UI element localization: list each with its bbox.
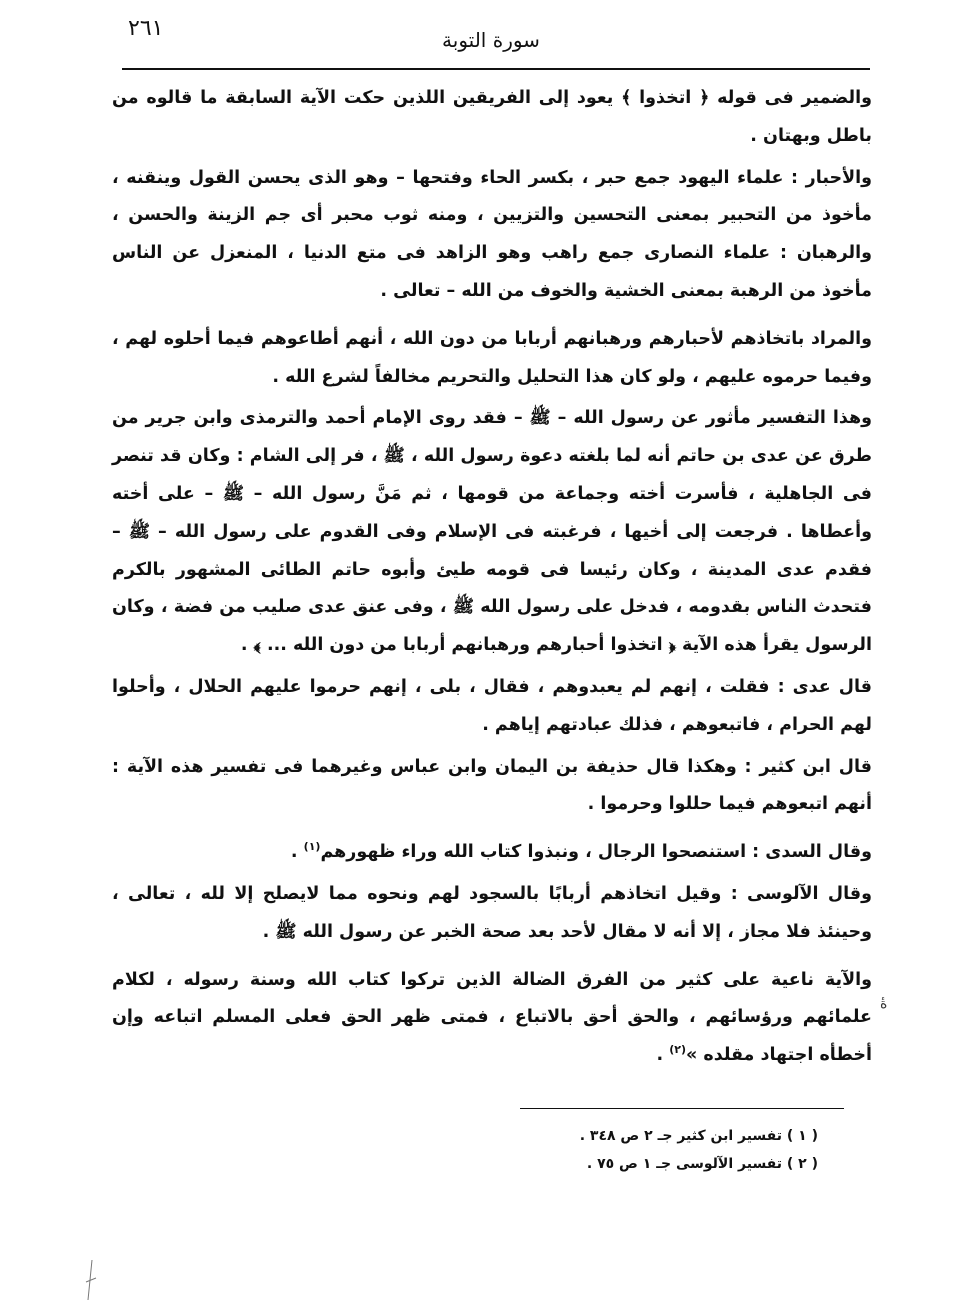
surah-title: سورة التوبة [442, 28, 540, 52]
footnote-1: ( ١ ) تفسير ابن كثير جـ ٢ ص ٣٤٨ . [579, 1128, 818, 1144]
margin-scribble [84, 1260, 98, 1300]
footnote-divider [520, 1108, 844, 1109]
margin-mark: ةٔ [880, 996, 888, 1012]
conclusion-text: والآية ناعية على كثير من الفرق الضالة الذين تركوا كتاب الله وسنة رسوله ، لكلام علمائهم ورؤسائهم ، والحق أحق بالاتباع ، فمتى ظهر الحق فعلى المسلم اتباعه وإن أخطأه اجتهاد مقلده » [112, 969, 872, 1066]
paragraph-pronoun: والضمير فى قوله ﴿ اتخذوا ﴾ يعود إلى الفريقين اللذين حكت الآية السابقة ما قالوه من باطل وبهتان . [112, 88, 872, 146]
header-divider [122, 68, 870, 70]
page-header [110, 10, 872, 70]
page-number: ٢٦١ [128, 16, 164, 41]
footnotes [420, 1122, 818, 1178]
paragraph-hadith-adi: وهذا التفسير مأثور عن رسول الله – ﷺ – فقد روى الإمام أحمد والترمذى وابن جرير من طرق عن عدى بن حاتم أنه لما بلغته دعوة رسول الله ، ﷺ ، فر إلى الشام : وكان قد تنصر فى الجاهلية ، فأسرت أخته وجماعة من قومها ، ثم مَنَّ رسول الله – ﷺ – على أخته وأعطاها . فرجعت إلى أخيها ، فرغبته فى الإسلام وفى القدوم على رسول الله – ﷺ –فقدم عدى المدينة ، وكان رئيسا فى قومه طيئ وأبوه حاتم الطائى المشهور بالكرم فتحدث الناس بقدومه ، فدخل على رسول الله ﷺ ، وفى عنق عدى صليب من فضة ، وكان الرسول يقرأ هذه الآية ﴿ اتخذوا أحبارهم ورهبانهم أربابا من دون الله ... ﴾ . [112, 408, 872, 656]
paragraph-adi-said: قال عدى : فقلت ، إنهم لم يعبدوهم ، فقال ، بلى ، إنهم حرموا عليهم الحلال ، وأحلوا لهم الحرام ، فاتبعوهم ، فذلك عبادتهم إياهم . [112, 676, 872, 735]
paragraph-alusi: وقال الآلوسى : وقيل اتخاذهم أربابًا بالسجود لهم ونحوه مما لايصلح إلا لله ، تعالى ، وحينئذ فلا مجاز ، إلا أنه لا مقال لأحد بعد صحة الخبر عن رسول الله ﷺ . [112, 883, 872, 942]
paragraph-conclusion [112, 962, 872, 1075]
paragraph-ibn-kathir: قال ابن كثير : وهكذا قال حذيفة بن اليمان وابن عباس وغيرهما فى تفسير هذه الآية : أنهم اتبعوهم فيما حللوا وحرموا . [112, 756, 872, 815]
paragraph-meaning: والمراد باتخاذهم لأحبارهم ورهبانهم أربابا من دون الله ، أنهم أطاعوهم فيما أحلوه لهم ، وفيما حرموه عليهم ، ولو كان هذا التحليل والتحريم مخالفاً لشرع الله . [112, 328, 872, 387]
paragraph-suddi [112, 834, 872, 872]
main-text [112, 80, 872, 1075]
footnote-2: ( ٢ ) تفسير الآلوسى جـ ١ ص ٧٥ . [586, 1156, 818, 1172]
suddi-text: وقال السدى : استنصحوا الرجال ، ونبذوا كتاب الله وراء ظهورهم [320, 842, 872, 863]
paragraph-ahbar-ruhban: والأحبار : علماء اليهود جمع حبر ، بكسر الحاء وفتحها – وهو الذى يحسن القول وينقنه ، مأخوذ من التحبير بمعنى التحسين والتزيين ، ومنه ثوب محبر أى جم الزينة والحسن ، والرهبان : علماء النصارى جمع راهب وهو الزاهد فى متع الدنيا ، المنعزل عن الناس مأخوذ من الرهبة بمعنى الخشية والخوف من الله – تعالى . [112, 167, 872, 301]
footnote-marker-2: (٢) [669, 1043, 686, 1057]
footnote-marker-1: (١) [303, 840, 321, 854]
suddi-end: . [290, 842, 304, 863]
conclusion-end: . [656, 1045, 670, 1066]
